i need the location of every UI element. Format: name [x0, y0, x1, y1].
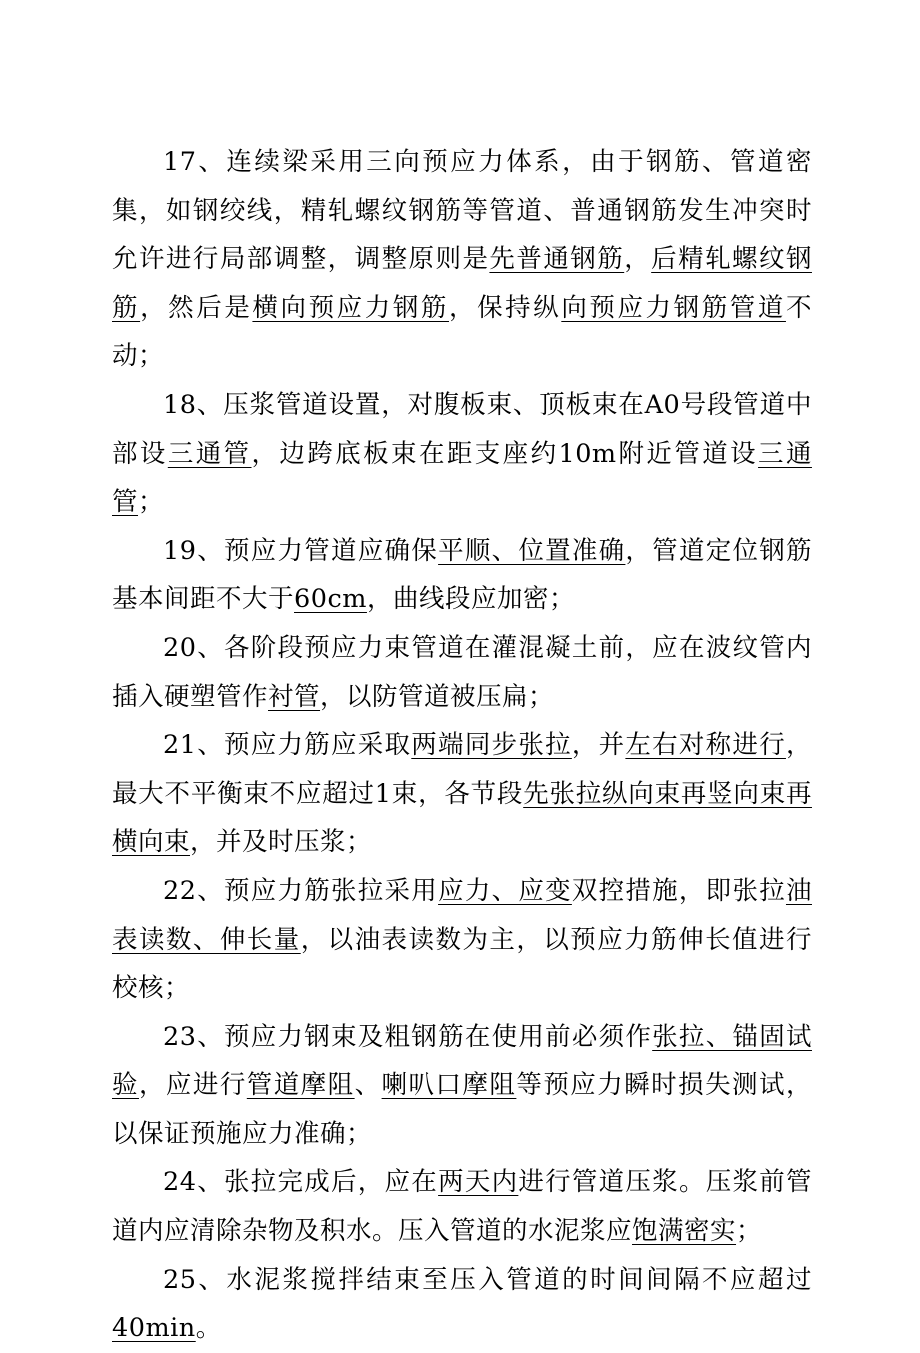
paragraph-text: ，应进行: [138, 1070, 247, 1101]
paragraph-text: 。: [195, 1313, 222, 1344]
paragraph-text: 20、各阶段预应力束管道在灌混凝土前，应在波纹管内插入硬塑管作: [112, 632, 812, 712]
paragraph-text: ，管道定位钢筋基本间距不大于: [112, 535, 812, 615]
paragraph-text: 21、预应力筋应采取: [163, 730, 412, 761]
underlined-term: 左右对称进行: [625, 730, 786, 761]
underlined-term: 先张拉纵向束再竖向束再横向束: [112, 778, 812, 858]
paragraph-text: 24、张拉完成后，应在: [163, 1167, 439, 1198]
paragraph: [112, 1013, 812, 1159]
underlined-term: 先普通钢筋: [489, 244, 625, 275]
paragraph-text: 、: [354, 1070, 382, 1101]
paragraph-text: 25、水泥浆搅拌结束至压入管道的时间间隔不应超过: [163, 1264, 812, 1295]
paragraph-text: ，然后是: [140, 292, 253, 323]
underlined-term: 平顺、位置准确: [438, 535, 626, 566]
underlined-term: 两端同步张拉: [411, 730, 572, 761]
underlined-term: 向预应力钢筋管道: [561, 292, 786, 323]
paragraph-text: 等预应力瞬时损失测试，以保证预施应力准确；: [112, 1070, 812, 1149]
underlined-term: 三通管: [112, 438, 812, 518]
document-body: [112, 138, 812, 1353]
paragraph-text: 进行管道压浆。压浆前管道内应清除杂物及积水。压入管道的水泥浆应: [112, 1167, 812, 1247]
underlined-term: 横向预应力钢筋: [252, 292, 449, 323]
paragraph-text: ，保持纵: [448, 292, 562, 323]
paragraph: [112, 721, 812, 867]
paragraph: [112, 624, 812, 721]
paragraph-text: ，以油表读数为主，以预应力筋伸长值进行校核；: [112, 924, 812, 1004]
paragraph: [112, 138, 812, 381]
paragraph: [112, 867, 812, 1013]
paragraph-text: ，并及时压浆；: [190, 827, 373, 858]
paragraph-text: ；: [138, 487, 165, 518]
paragraph-text: 18、压浆管道设置，对腹板束、顶板束在A0号段管道中部设: [112, 389, 812, 469]
paragraph-text: ，并: [571, 730, 626, 761]
underlined-term: 喇叭口摩阻: [381, 1070, 517, 1101]
paragraph: [112, 1256, 812, 1353]
underlined-term: 三通管: [167, 438, 252, 469]
underlined-term: 管道摩阻: [246, 1070, 355, 1101]
paragraph-text: 19、预应力管道应确保: [163, 535, 439, 566]
paragraph: [112, 1158, 812, 1255]
underlined-term: 60cm: [294, 584, 367, 615]
underlined-term: 衬管: [268, 681, 321, 712]
paragraph-text: ；: [736, 1216, 763, 1247]
paragraph-text: ，边跨底板束在距支座约10m附近管道设: [251, 438, 759, 469]
paragraph-text: ，最大不平衡束不应超过1束，各节段: [112, 730, 812, 809]
underlined-term: 油表读数、伸长量: [112, 875, 812, 955]
paragraph-text: 22、预应力筋张拉采用: [163, 875, 439, 906]
underlined-term: 应力、应变: [438, 875, 572, 906]
paragraph-text: ，: [624, 244, 652, 275]
paragraph-text: 双控措施，即张拉: [571, 875, 786, 906]
underlined-term: 饱满密实: [632, 1216, 737, 1247]
paragraph-text: 17、连续梁采用三向预应力体系，由于钢筋、管道密集，如钢绞线，精轧螺纹钢筋等管道、普通钢筋发生冲突时允许进行局部调整，调整原则是: [112, 147, 812, 275]
paragraph: [112, 527, 812, 624]
paragraph-text: ，曲线段应加密；: [366, 584, 575, 615]
paragraph: [112, 381, 812, 527]
underlined-term: 两天内: [438, 1167, 519, 1198]
underlined-term: 40min: [112, 1313, 196, 1344]
paragraph-text: 23、预应力钢束及粗钢筋在使用前必须作: [163, 1021, 653, 1052]
underlined-term: 张拉、锚固试验: [112, 1021, 812, 1101]
underlined-term: 后精轧螺纹钢筋: [112, 244, 812, 323]
paragraph-text: ，以防管道被压扁；: [320, 681, 555, 712]
paragraph-text: 不动；: [112, 292, 812, 372]
